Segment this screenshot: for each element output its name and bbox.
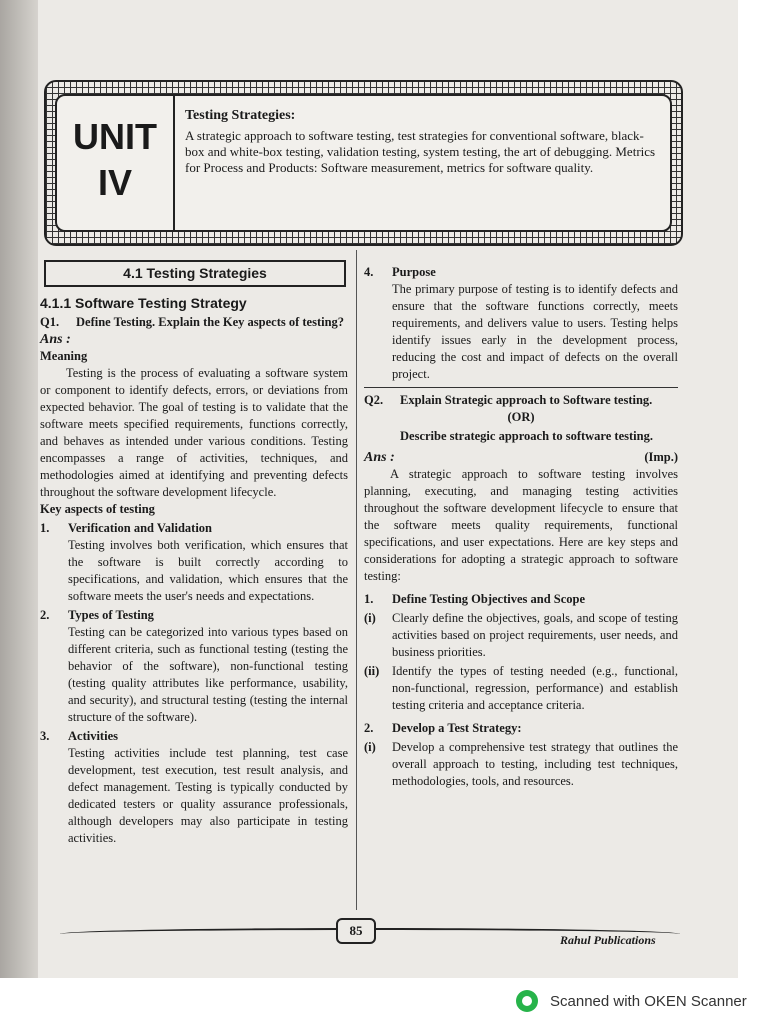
sub-item-text: Clearly define the objectives, goals, and scope of testing activities based on project requirements, user needs, and business priorities. xyxy=(392,611,678,659)
sub-item-number: (ii) xyxy=(364,664,380,678)
list-item xyxy=(40,607,348,726)
question-2-alt-text: Describe strategic approach to software testing. xyxy=(400,429,653,443)
importance-badge: (Imp.) xyxy=(644,450,678,464)
list-item xyxy=(40,728,348,847)
question-2-alternate xyxy=(364,428,678,445)
list-item xyxy=(364,264,678,383)
section-title: 4.1 Testing Strategies xyxy=(44,260,346,287)
sub-item xyxy=(364,663,678,714)
list-item-number: 3. xyxy=(40,729,50,743)
unit-number: IV xyxy=(97,162,132,203)
book-spine-shadow xyxy=(0,0,38,978)
unit-syllabus-heading: Testing Strategies: xyxy=(185,108,296,123)
list-item xyxy=(40,520,348,605)
step-number: 1. xyxy=(364,592,374,606)
unit-header-inner xyxy=(55,94,672,232)
unit-word: UNIT xyxy=(73,116,157,157)
list-item-text: The primary purpose of testing is to identify defects and ensure that the software functions correctly, meets requirements, and delivers value to users. Testing helps identify issues early in the development process, reducing the cost and impact of defects on the overall project. xyxy=(392,282,678,381)
question-2-text: Explain Strategic approach to Software testing. xyxy=(400,393,653,407)
meaning-paragraph: Testing is the process of evaluating a software system or component to identify defects, errors, or deviations from expected behavior. The goal of testing is to validate that the software meets specified requirements, functions correctly, and behaves as intended under various conditions. Testing encompasses a range of activities, techniques, and methodologies aimed at identifying and preventing defects throughout the software development lifecycle. xyxy=(40,366,348,499)
unit-syllabus-body: A strategic approach to software testing, test strategies for conventional software, black-box and white-box testing, validation testing, system testing, the art of debugging. Metrics for Process and Products: Software measurement, metrics for software quality. xyxy=(185,128,656,175)
scanner-watermark-text: Scanned with OKEN Scanner xyxy=(550,992,747,1010)
scanner-logo-icon xyxy=(516,990,538,1012)
step-heading xyxy=(364,591,678,608)
step-heading xyxy=(364,720,678,737)
question-2-number: Q2. xyxy=(364,393,384,407)
key-aspects-heading: Key aspects of testing xyxy=(40,502,155,516)
list-item-text: Testing activities include test planning, test case development, test execution, test result analysis, and defect management. Testing is typically conducted by dedicated testers or quality assurance professionals, although developers may also participate in testing activities. xyxy=(68,746,348,845)
list-item-text: Testing can be categorized into various types based on different criteria, such as functional testing (testing the behavior of the software), non-functional testing (testing quality attributes like performance, usability, and security), and structural testing (testing the internal structure of the software). xyxy=(68,625,348,724)
or-separator: (OR) xyxy=(507,410,535,424)
step-number: 2. xyxy=(364,721,374,735)
step-title: Define Testing Objectives and Scope xyxy=(392,592,586,606)
horizontal-rule xyxy=(364,387,678,388)
column-divider xyxy=(356,250,357,910)
list-item-number: 4. xyxy=(364,265,374,279)
meaning-heading: Meaning xyxy=(40,349,88,363)
list-item-number: 1. xyxy=(40,521,50,535)
publisher-name: Rahul Publications xyxy=(560,933,656,947)
strategy-intro: A strategic approach to software testing involves planning, executing, and managing testing activities throughout the software development lifecycle to ensure that the software meets quality requirements, functional specifications, and user expectations. Here are key steps and considerations for adopting a strategic approach to software testing: xyxy=(364,467,678,583)
unit-syllabus xyxy=(185,108,656,176)
unit-label xyxy=(57,96,175,230)
answer-label: Ans : xyxy=(364,450,395,465)
answer-label: Ans : xyxy=(40,332,71,347)
step-title: Develop a Test Strategy: xyxy=(392,721,522,735)
question-1-number: Q1. xyxy=(40,315,60,329)
question-2 xyxy=(364,392,678,409)
scanner-watermark xyxy=(516,990,747,1012)
sub-item xyxy=(364,610,678,661)
question-1 xyxy=(40,314,348,331)
list-item-title: Activities xyxy=(68,729,118,743)
list-item-number: 2. xyxy=(40,608,50,622)
sub-item-text: Develop a comprehensive test strategy that outlines the overall approach to testing, including test techniques, methodologies, tools, and resources. xyxy=(392,740,678,788)
sub-item-text: Identify the types of testing needed (e.g., functional, non-functional, regression, performance) and establish testing criteria and acceptance criteria. xyxy=(392,664,678,712)
question-1-text: Define Testing. Explain the Key aspects of testing? xyxy=(76,315,345,329)
right-column xyxy=(364,262,678,790)
subsection-heading: 4.1.1 Software Testing Strategy xyxy=(40,295,247,311)
sub-item-number: (i) xyxy=(364,740,376,754)
unit-header-box xyxy=(44,80,683,246)
page-number: 85 xyxy=(336,918,376,944)
list-item-title: Purpose xyxy=(392,265,436,279)
list-item-text: Testing involves both verification, which ensures that the software is built correctly according to specifications, and validation, which ensures that the software meets the user's needs and expectations. xyxy=(68,538,348,603)
list-item-title: Verification and Validation xyxy=(68,521,213,535)
sub-item-number: (i) xyxy=(364,611,376,625)
list-item-title: Types of Testing xyxy=(68,608,154,622)
left-column xyxy=(40,260,348,847)
sub-item xyxy=(364,739,678,790)
